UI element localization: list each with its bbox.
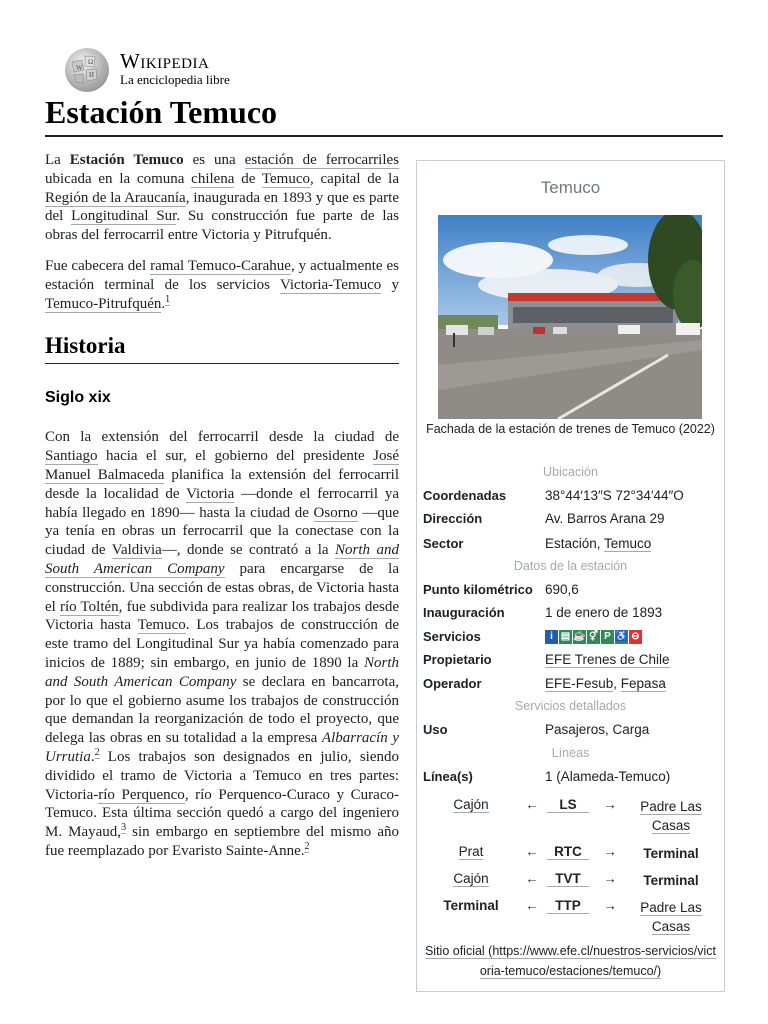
tagline: La enciclopedia libre	[120, 72, 230, 87]
cafe-icon[interactable]: ☕	[573, 631, 586, 643]
infobox-header-servicios-detallados: Servicios detallados	[514, 699, 627, 713]
reference-link[interactable]: 2	[304, 840, 310, 852]
line-code[interactable]: TTP	[547, 898, 589, 914]
title-divider	[45, 135, 723, 137]
link-balmaceda[interactable]: José Manuel Balmaceda	[45, 448, 399, 483]
reference-link[interactable]: 2	[94, 746, 100, 758]
svg-text:И: И	[89, 71, 95, 79]
line-code[interactable]: LS	[547, 797, 589, 813]
text: Los trabajos son designados en julio, siendo dividido el tramo de Victoria a Temuco en tres partes: Victoria-	[45, 748, 399, 803]
text: ,	[613, 676, 621, 691]
km-value: 690,6	[545, 582, 579, 597]
link-region-araucania[interactable]: Región de la Araucanía	[45, 189, 186, 206]
link-santiago[interactable]: Santiago	[45, 448, 98, 465]
link-rio-perquenco[interactable]: río Perquenco	[98, 786, 185, 803]
svg-text:Ω: Ω	[88, 58, 94, 66]
operador-value	[545, 676, 666, 691]
photo-caption: Fachada de la estación de trenes de Temuco (2022)	[426, 422, 715, 436]
text: . Su construcción fue parte de las obras del ferrocarril entre Victoria y Pitrufquén.	[45, 208, 400, 244]
inauguracion-value: 1 de enero de 1893	[545, 605, 663, 620]
coord-value[interactable]: 38°44′13″S 72°34′44″O	[545, 488, 684, 503]
services-icons	[545, 629, 643, 644]
official-site-link[interactable]: Sitio oficial (https://www.efe.cl/nuestros-servicios/victoria-temuco/estaciones/temuco/)	[424, 944, 717, 978]
wordmark: Wikipedia	[120, 49, 210, 73]
infobox-header-lineas: Líneas	[551, 746, 590, 760]
text: La	[45, 152, 70, 168]
link-fepasa[interactable]: Fepasa	[620, 676, 666, 691]
text: planifica la extensión del ferrocarril desde la localidad de	[45, 466, 399, 502]
text: , capital de la	[310, 170, 399, 187]
text: es una	[183, 152, 245, 168]
arrow-right: →	[603, 844, 617, 859]
history-paragraph	[45, 428, 399, 860]
link-chilena[interactable]: chilena	[191, 170, 235, 187]
section-heading-historia: Historia	[45, 331, 399, 364]
km-label: Punto kilométrico	[423, 582, 533, 597]
link-estacion-ferrocarriles[interactable]: estación de ferrocarriles	[244, 152, 400, 168]
bold-title: Estación Temuco	[69, 152, 184, 168]
link-temuco-pitrufquen[interactable]: Temuco-Pitrufquén	[45, 295, 162, 312]
text: .	[90, 748, 95, 765]
infobox-title: Temuco	[540, 178, 601, 197]
page-title: Estación Temuco	[45, 94, 278, 130]
link-temuco[interactable]: Temuco	[604, 536, 652, 551]
link-victoria[interactable]: Victoria	[186, 485, 235, 502]
lineas-value: 1 (Alameda-Temuco)	[545, 769, 671, 784]
link-temuco[interactable]: Temuco	[261, 170, 310, 187]
link-ramal-temuco-carahue[interactable]: ramal Temuco-Carahue	[150, 257, 291, 274]
line-right-station: Terminal	[643, 846, 699, 861]
accessible-icon[interactable]: ♿	[615, 631, 628, 643]
link-osorno[interactable]: Osorno	[313, 504, 358, 521]
arrow-left: ←	[525, 844, 539, 859]
line-right-station: Terminal	[643, 873, 699, 888]
infobox	[416, 160, 725, 992]
line-left-station: Terminal	[443, 898, 499, 913]
link-efe-fesub[interactable]: EFE-Fesub	[545, 676, 614, 691]
text: , río Perquenco-Curaco y Curaco-Temuco. Esta última sección quedó a cargo del ingeniero M. Mayaud,	[45, 786, 399, 841]
link-valdivia[interactable]: Valdivia	[111, 542, 162, 559]
line-code[interactable]: RTC	[547, 844, 589, 860]
propietario-value	[545, 652, 670, 667]
restroom-icon[interactable]: ⚥	[588, 631, 599, 643]
servicios-label: Servicios	[423, 629, 481, 644]
arrow-right: →	[603, 797, 617, 812]
line-right-station[interactable]: Padre Las Casas	[640, 900, 702, 934]
text: —donde el ferrocarril ya había llegado en 1890— hasta la ciudad de	[45, 485, 399, 521]
reference-link[interactable]: 3	[121, 822, 127, 834]
uso-value: Pasajeros, Carga	[545, 722, 650, 737]
link-north-south-american-company[interactable]: North and South American Company	[45, 542, 399, 577]
line-left-station[interactable]: Cajón	[453, 871, 489, 886]
text: sin embargo en septiembre del mismo año fue reemplazado por Evaristo Sainte-Anne.	[45, 824, 399, 859]
sector-label: Sector	[423, 536, 464, 551]
subsection-heading-siglo-xix: Siglo xix	[45, 389, 111, 407]
text: . Los trabajos de construcción de este tramo del Longitudinal Sur ya había comenzado para inicios de 1889; sin embargo, en junio de 1890 la	[45, 617, 399, 671]
text: —que ya tenía en obras un ferrocarril que la conectase con la ciudad de	[45, 504, 399, 559]
text: de	[234, 170, 262, 187]
sector-value	[545, 536, 651, 551]
text: , y actualmente es estación terminal de los servicios	[45, 257, 399, 293]
text: —, donde se contrató a la	[161, 542, 336, 559]
arrow-left: ←	[525, 898, 539, 913]
official-site	[423, 941, 718, 981]
text: Con la extensión del ferrocarril desde la ciudad de	[45, 429, 399, 446]
text: hacia el sur, el gobierno del presidente	[97, 448, 374, 465]
svg-text:W: W	[76, 64, 83, 72]
no-entry-icon[interactable]: ⊖	[629, 630, 642, 644]
wikipedia-globe-icon	[62, 44, 112, 94]
uso-label: Uso	[423, 722, 448, 737]
info-icon[interactable]: i	[545, 630, 558, 644]
arrow-right: →	[603, 871, 617, 886]
line-code[interactable]: TVT	[547, 871, 589, 887]
link-victoria-temuco[interactable]: Victoria-Temuco	[279, 276, 382, 293]
link-efe[interactable]: EFE Trenes de Chile	[545, 652, 670, 667]
text: .	[161, 295, 166, 312]
arrow-left: ←	[525, 871, 539, 886]
link-temuco[interactable]: Temuco	[137, 617, 186, 634]
line-right-station[interactable]: Padre Las Casas	[640, 799, 702, 833]
arrow-right: →	[603, 898, 617, 913]
direccion-value: Av. Barros Arana 29	[545, 511, 665, 526]
parking-icon[interactable]: P	[601, 630, 614, 644]
text: y	[381, 276, 399, 293]
arrow-left: ←	[525, 797, 539, 812]
lineas-label: Línea(s)	[423, 769, 473, 784]
propietario-label: Propietario	[423, 652, 492, 667]
italic-company: North and South American Company	[45, 654, 399, 690]
text: Estación,	[545, 536, 605, 551]
inauguracion-label: Inauguración	[423, 605, 505, 620]
article-body	[45, 151, 399, 873]
ticket-icon[interactable]: ▤	[560, 631, 571, 643]
link-rio-tolten[interactable]: río Toltén	[60, 598, 119, 615]
line-left-station[interactable]: Prat	[458, 844, 484, 859]
italic-albarracin: Albarracín y Urrutia	[45, 730, 399, 765]
infobox-header-datos: Datos de la estación	[513, 559, 628, 573]
intro-paragraph-2	[45, 257, 399, 313]
direccion-label: Dirección	[423, 511, 483, 526]
coord-label: Coordenadas	[423, 488, 507, 503]
text: para encargarse de la construcción. Una sección de estas obras, de Victoria hasta el	[45, 560, 399, 615]
operador-label: Operador	[423, 676, 482, 691]
text: se declara en bancarrota, por lo que el gobierno asume los trabajos de construcción que demandan la reorganización de todo el proyecto, que delega las obras en su totalidad a la empresa	[45, 673, 399, 747]
link-longitudinal-sur[interactable]: Longitudinal Sur	[71, 208, 177, 225]
infobox-header-ubicacion: Ubicación	[543, 465, 598, 479]
station-photo[interactable]	[438, 215, 702, 419]
text: , inaugurada en 1893 y que es parte del	[45, 189, 399, 225]
reference-link[interactable]: 1	[165, 293, 171, 305]
line-left-station[interactable]: Cajón	[453, 797, 489, 812]
text: ubicada en la comuna	[45, 170, 192, 187]
text: Fue cabecera del	[45, 257, 151, 274]
text: , fue subdivida para realizar los trabajos desde Victoria hasta	[45, 598, 400, 634]
intro-paragraph-1	[45, 151, 399, 245]
